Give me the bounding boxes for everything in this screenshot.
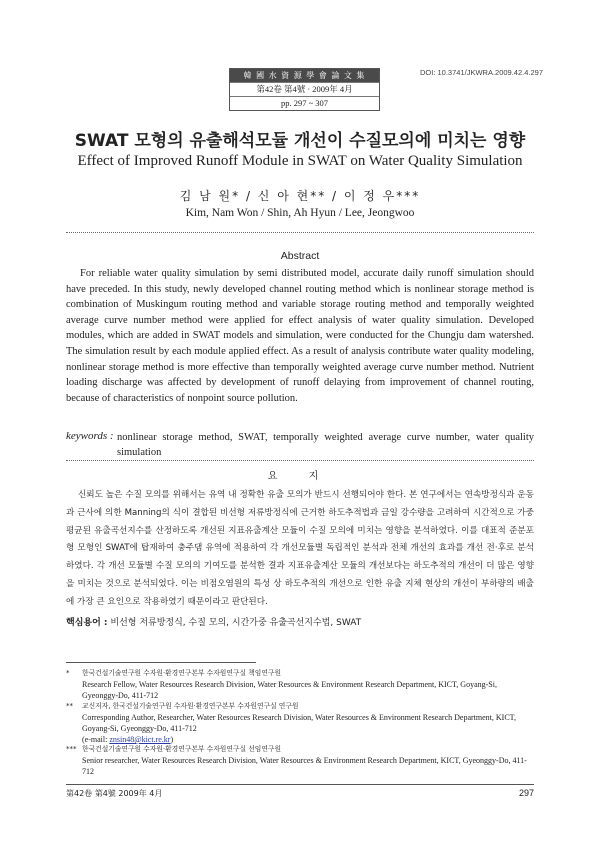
- volume-info: 第42卷 第4號 · 2009年 4月: [230, 82, 379, 96]
- korean-keywords: [66, 615, 361, 628]
- doi: DOI: 10.3741/JKWRA.2009.42.4.297: [420, 68, 543, 77]
- journal-info-box: [229, 68, 380, 111]
- footnote-3: [66, 744, 534, 777]
- page-range: pp. 297 ~ 307: [230, 96, 379, 110]
- abstract-heading: Abstract: [280, 250, 320, 262]
- page-number: 297: [518, 788, 534, 798]
- authors-english: Kim, Nam Won / Shin, Ah Hyun / Lee, Jeongwoo: [185, 207, 415, 219]
- divider: [66, 460, 534, 461]
- keywords-text: nonlinear storage method, SWAT, temporally weighted average curve number, water quality simulation: [117, 432, 534, 458]
- keywords-label: keywords :: [66, 430, 114, 442]
- email-link[interactable]: znsin48@kict.re.kr: [109, 735, 171, 744]
- footnote-mark: *: [66, 669, 70, 677]
- footnote-rule: [66, 662, 256, 663]
- footnote-english: Research Fellow, Water Resources Research Division, Water Resources & Environment Research Department, KICT, Goyang-Si, Gyeonggy-Do, 411-712: [82, 680, 497, 700]
- footnote-2: [66, 701, 534, 745]
- footnote-english: Corresponding Author, Researcher, Water Resources Research Division, Water Resources & Environment Research Department, KICT, Goyang-Si, Gyeonggy-Do, 411-712: [82, 713, 516, 733]
- yoji-text: 신뢰도 높은 수질 모의를 위해서는 유역 내 정확한 유출 모의가 반드시 선행되어야 한다. 본 연구에서는 연속방정식과 운동과 근사에 의한 Manning의 식이 결합된 비선형 저류방정식에 근거한 하도추적법과 금일 강수량을 고려하여 시간적으로 가중 평균된 유출곡선지수를 산정하도록 개선된 지표유출계산 모듈이 수질 모의에 미치는 영향을 분석하였다. 이를 대표적 준분포형 모형인 SWAT에 탑재하여 충주댐 유역에 적용하여 각 개선모듈별 독립적인 분석과 전체 개선의 효과를 개선 전·후로 분석하였다. 각 개선 모듈별 수질 모의의 기여도를 분석한 결과 지표유출계산 모듈의 개선보다는 하도추적의 개선이 더 많은 영향을 미치는 것으로 분석되었다. 이는 비점오염원의 특성 상 하도추적의 개선으로 인한 유출 지체 현상의 개선이 부하량의 배출에 가장 큰 요인으로 작용하였기 때문이라고 판단된다.: [66, 490, 534, 607]
- footnote-korean: 한국건설기술연구원 수자원·환경연구본부 수자원연구실 책임연구원: [82, 669, 282, 677]
- title-korean: SWAT 모형의 유출해석모듈 개선이 수질모의에 미치는 영향: [74, 131, 526, 151]
- footnote-english: Senior researcher, Water Resources Research Division, Water Resources & Environment Research Department, KICT, Gyeonggy-Do, 411-712: [82, 756, 527, 776]
- footer-volume: 第42卷 第4號 2009年 4月: [66, 789, 163, 798]
- email-close: ): [170, 735, 174, 744]
- abstract-text: For reliable water quality simulation by semi distributed model, accurate daily runoff simulation should have preceded. In this study, newly developed channel routing method which is nonlinear storage method is combination of Muskingum routing method and variable storage routing method and temporally weighted average curve number method were applied for effect analysis of water quality simulation. Developed modules, which are added in SWAT models and simulation, were conducted for the Chungju dam watershed. The simulation result by each module applied effect. As a result of analysis contribute water quality modeling, nonlinear storage method is more effective than temporally weighted average curve number method. Nutrient loading discharge was affected by development of runoff delaying from improvement of channel routing, because of characteristics of nonpoint source pollution.: [66, 268, 534, 404]
- korean-keywords-text: 비선형 저류방정식, 수질 모의, 시간가중 유출곡선지수법, SWAT: [110, 618, 362, 628]
- email-label: (e-mail:: [82, 735, 110, 744]
- footnote-1: [66, 668, 534, 701]
- footnote-korean: 한국건설기술연구원 수자원·환경연구본부 수자원연구실 선임연구원: [82, 745, 282, 753]
- korean-keywords-label: 핵심용어 :: [66, 618, 108, 628]
- yoji-heading: 요 지: [267, 471, 333, 482]
- title-english: Effect of Improved Runoff Module in SWAT on Water Quality Simulation: [77, 153, 523, 169]
- authors-korean: 김 남 원* / 신 아 현** / 이 정 우***: [179, 189, 421, 203]
- footnote-mark: ***: [66, 745, 77, 753]
- divider: [66, 232, 534, 233]
- footnote-mark: **: [66, 702, 73, 710]
- footnote-korean: 교신저자, 한국건설기술연구원 수자원·환경연구본부 수자원연구실 연구원: [82, 702, 299, 710]
- footer-rule: [66, 784, 534, 785]
- journal-name: 韓 國 水 資 源 學 會 論 文 集: [230, 69, 379, 82]
